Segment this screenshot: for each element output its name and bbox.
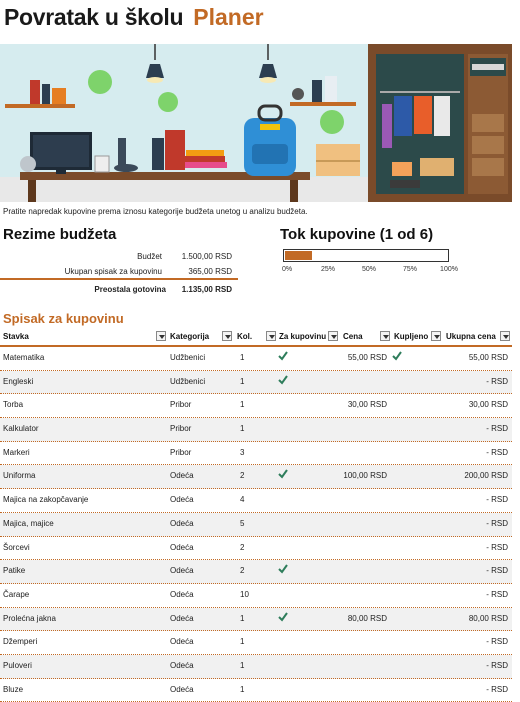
- item-cell[interactable]: Puloveri: [3, 660, 32, 670]
- category-cell[interactable]: Odeća: [170, 566, 194, 576]
- total-list-value: 365,00 RSD: [188, 267, 232, 276]
- table-row[interactable]: [0, 513, 512, 537]
- qty-cell[interactable]: 1: [240, 353, 245, 362]
- category-cell[interactable]: Odeća: [170, 637, 194, 647]
- item-cell[interactable]: Džemperi: [3, 637, 38, 647]
- table-row[interactable]: [0, 537, 512, 561]
- tick-label: 25%: [320, 266, 336, 273]
- category-cell[interactable]: Pribor: [170, 447, 192, 457]
- filter-dropdown-item[interactable]: [156, 331, 166, 341]
- qty-cell[interactable]: 2: [240, 471, 245, 481]
- classroom-illustration: [0, 44, 512, 202]
- category-cell[interactable]: Odeća: [170, 542, 194, 552]
- price-cell[interactable]: 100,00 RSD: [343, 471, 387, 481]
- filter-dropdown-category[interactable]: [222, 331, 232, 341]
- item-cell[interactable]: Čarape: [3, 589, 30, 599]
- qty-cell[interactable]: 2: [240, 542, 245, 552]
- tick-label: 75%: [402, 266, 418, 273]
- filter-dropdown-bought[interactable]: [431, 331, 441, 341]
- total-cell[interactable]: - RSD: [486, 589, 508, 599]
- page-title: [4, 4, 264, 38]
- progress-scale: [281, 266, 458, 278]
- to-buy-check-icon[interactable]: [278, 351, 288, 361]
- table-row[interactable]: [0, 465, 512, 489]
- col-header-category: Kategorija: [170, 332, 210, 341]
- item-cell[interactable]: Šorcevi: [3, 542, 30, 552]
- qty-cell[interactable]: 10: [240, 589, 249, 599]
- item-cell[interactable]: Bluze: [3, 684, 24, 694]
- item-cell[interactable]: Uniforma: [3, 471, 36, 481]
- col-header-to-buy: Za kupovinu: [279, 332, 327, 341]
- to-buy-check-icon[interactable]: [278, 469, 288, 479]
- category-cell[interactable]: Udžbenici: [170, 353, 206, 362]
- tick-label: 50%: [361, 266, 377, 273]
- budget-value: 1.500,00 RSD: [181, 252, 232, 261]
- table-row[interactable]: [0, 631, 512, 655]
- item-cell[interactable]: Matematika: [3, 353, 45, 362]
- table-row[interactable]: [0, 347, 512, 371]
- table-row[interactable]: [0, 655, 512, 679]
- item-cell[interactable]: Patike: [3, 566, 26, 576]
- qty-cell[interactable]: 3: [240, 447, 245, 457]
- qty-cell[interactable]: 1: [240, 660, 245, 670]
- item-cell[interactable]: Markeri: [3, 447, 30, 457]
- total-cell[interactable]: - RSD: [486, 542, 508, 552]
- remaining-cash-value: 1.135,00 RSD: [181, 285, 232, 294]
- col-header-price: Cena: [343, 332, 363, 341]
- title-main: Povratak u školu: [4, 4, 184, 30]
- price-cell[interactable]: 80,00 RSD: [347, 613, 387, 623]
- total-cell[interactable]: 200,00 RSD: [464, 471, 508, 481]
- total-cell[interactable]: - RSD: [486, 376, 508, 386]
- table-row[interactable]: [0, 584, 512, 608]
- qty-cell[interactable]: 1: [240, 613, 245, 623]
- total-cell[interactable]: - RSD: [486, 660, 508, 670]
- title-accent: Planer: [193, 4, 264, 30]
- category-cell[interactable]: Odeća: [170, 660, 194, 670]
- total-cell[interactable]: - RSD: [486, 637, 508, 647]
- table-row[interactable]: [0, 560, 512, 584]
- filter-dropdown-qty[interactable]: [266, 331, 276, 341]
- tick-label: 100%: [440, 266, 458, 273]
- qty-cell[interactable]: 1: [240, 684, 245, 694]
- table-row[interactable]: [0, 418, 512, 442]
- bought-check-icon[interactable]: [392, 351, 402, 361]
- category-cell[interactable]: Odeća: [170, 495, 194, 505]
- total-cell[interactable]: - RSD: [486, 518, 508, 528]
- category-cell[interactable]: Odeća: [170, 589, 194, 599]
- progress-fill: [285, 251, 312, 260]
- qty-cell[interactable]: 4: [240, 495, 245, 505]
- col-header-item: Stavka: [3, 332, 29, 341]
- summary-divider: [0, 278, 238, 280]
- filter-dropdown-to-buy[interactable]: [328, 331, 338, 341]
- shopping-list-table: [0, 347, 512, 702]
- item-cell[interactable]: Majica na zakopčavanje: [3, 495, 89, 505]
- col-header-total: Ukupna cena: [446, 332, 496, 341]
- budget-label: Budžet: [137, 252, 162, 261]
- category-cell[interactable]: Pribor: [170, 400, 192, 410]
- total-cell[interactable]: 30,00 RSD: [468, 400, 508, 410]
- category-cell[interactable]: Odeća: [170, 613, 194, 623]
- total-cell[interactable]: - RSD: [486, 424, 508, 434]
- header-illustration: [0, 44, 512, 202]
- table-header: [0, 329, 512, 347]
- qty-cell[interactable]: 2: [240, 566, 245, 576]
- category-cell[interactable]: Pribor: [170, 424, 192, 434]
- total-cell[interactable]: 55,00 RSD: [468, 353, 508, 362]
- qty-cell[interactable]: 5: [240, 518, 245, 528]
- table-row[interactable]: [0, 442, 512, 466]
- qty-cell[interactable]: 1: [240, 637, 245, 647]
- budget-summary-title: Rezime budžeta: [3, 226, 117, 243]
- total-cell[interactable]: - RSD: [486, 566, 508, 576]
- filter-dropdown-price[interactable]: [380, 331, 390, 341]
- tick-label: 0%: [281, 266, 293, 273]
- item-cell[interactable]: Prolećna jakna: [3, 613, 56, 623]
- col-header-qty: Kol.: [237, 332, 253, 341]
- total-cell[interactable]: - RSD: [486, 495, 508, 505]
- total-cell[interactable]: 80,00 RSD: [468, 613, 508, 623]
- category-cell[interactable]: Odeća: [170, 518, 194, 528]
- filter-dropdown-total[interactable]: [500, 331, 510, 341]
- intro-text: Pratite napredak kupovine prema iznosu kategorije budžeta unetog u analizu budžeta.: [3, 207, 308, 216]
- progress-bar: [283, 249, 449, 262]
- progress-title: Tok kupovine (1 od 6): [280, 226, 434, 243]
- to-buy-check-icon[interactable]: [278, 612, 288, 622]
- qty-cell[interactable]: 1: [240, 424, 245, 434]
- item-cell[interactable]: Torba: [3, 400, 24, 410]
- price-cell[interactable]: 30,00 RSD: [347, 400, 387, 410]
- table-row[interactable]: [0, 679, 512, 702]
- qty-cell[interactable]: 1: [240, 400, 245, 410]
- total-cell[interactable]: - RSD: [486, 684, 508, 694]
- total-list-label: Ukupan spisak za kupovinu: [64, 267, 162, 276]
- col-header-bought: Kupljeno: [394, 332, 429, 341]
- price-cell[interactable]: 55,00 RSD: [347, 353, 387, 362]
- shopping-list-title: Spisak za kupovinu: [3, 311, 124, 326]
- category-cell[interactable]: Odeća: [170, 471, 194, 481]
- item-cell[interactable]: Engleski: [3, 376, 34, 386]
- table-row[interactable]: [0, 371, 512, 395]
- table-row[interactable]: [0, 608, 512, 632]
- qty-cell[interactable]: 1: [240, 376, 245, 386]
- item-cell[interactable]: Majica, majice: [3, 518, 54, 528]
- category-cell[interactable]: Udžbenici: [170, 376, 206, 386]
- category-cell[interactable]: Odeća: [170, 684, 194, 694]
- table-row[interactable]: [0, 489, 512, 513]
- remaining-cash-label: Preostala gotovina: [94, 285, 166, 294]
- to-buy-check-icon[interactable]: [278, 564, 288, 574]
- to-buy-check-icon[interactable]: [278, 375, 288, 385]
- total-cell[interactable]: - RSD: [486, 447, 508, 457]
- item-cell[interactable]: Kalkulator: [3, 424, 39, 434]
- table-row[interactable]: [0, 394, 512, 418]
